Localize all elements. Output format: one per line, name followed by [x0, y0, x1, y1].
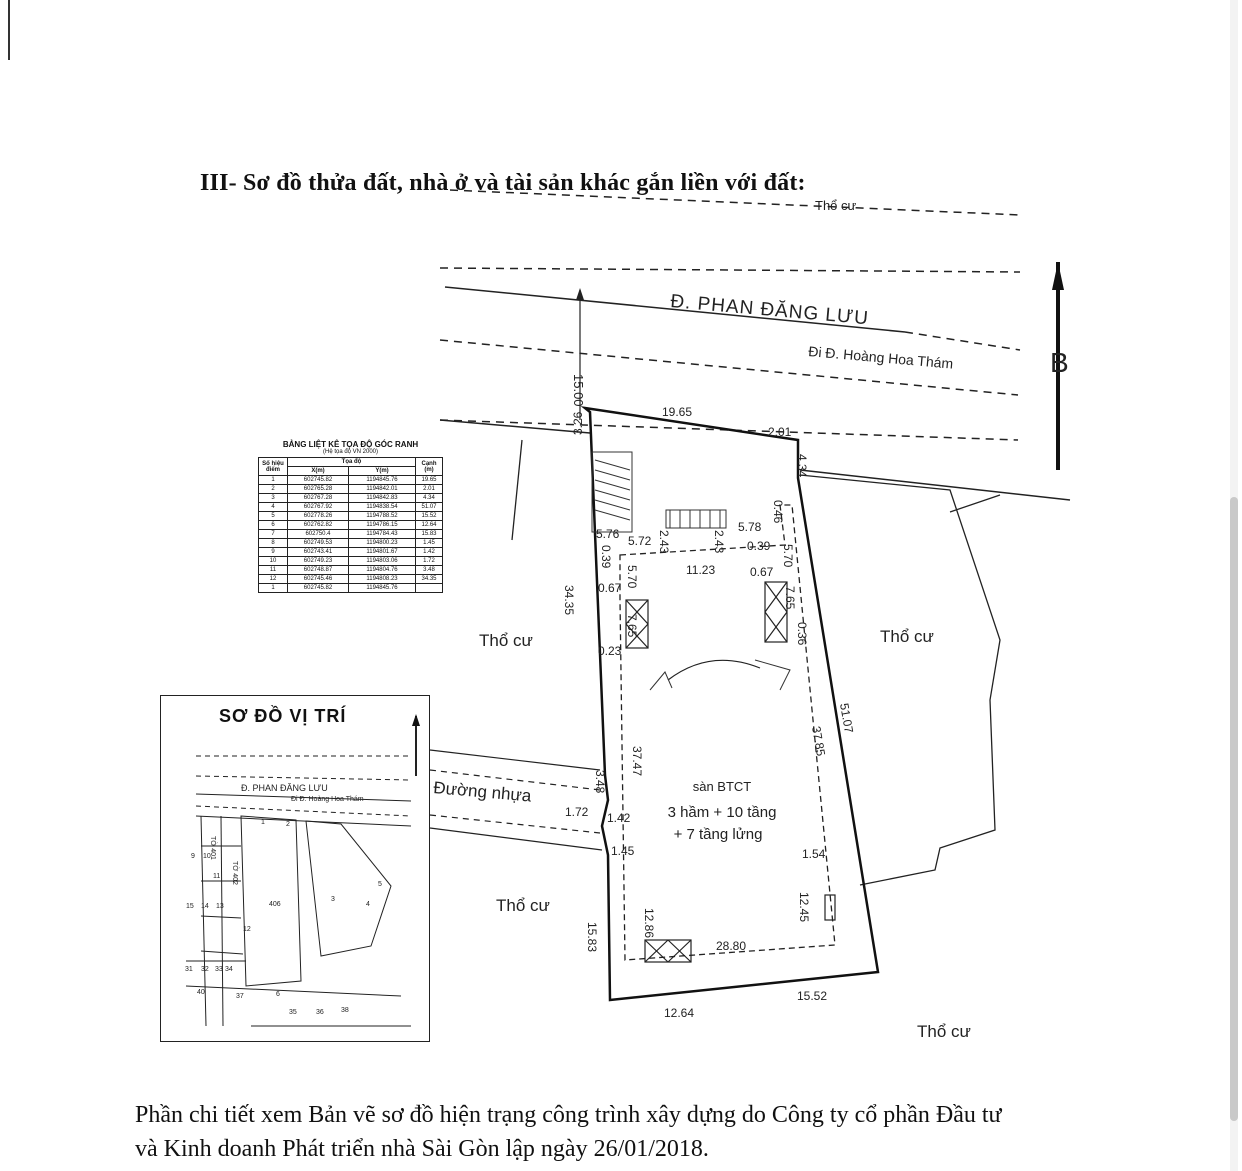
table-cell: 1194801.67 — [348, 548, 415, 557]
dim-15: 15.00 — [571, 374, 586, 407]
table-cell: 1.72 — [416, 557, 443, 566]
table-row — [259, 530, 443, 539]
table-row — [259, 512, 443, 521]
dim-label: 5.78 — [738, 520, 762, 534]
table-cell: 34.35 — [416, 575, 443, 584]
dim-label: 0.39 — [599, 545, 613, 569]
table-cell: 1194842.01 — [348, 485, 415, 494]
table-cell: 1194788.52 — [348, 512, 415, 521]
inset-parcel: 10 — [203, 853, 211, 860]
inset-parcel: 2 — [286, 821, 290, 828]
table-row — [259, 503, 443, 512]
dim-label: 5.70 — [781, 544, 795, 568]
coordinate-table — [258, 440, 443, 593]
dim-label: 2.01 — [768, 425, 792, 439]
table-cell: 602745.82 — [288, 584, 349, 593]
table-row — [259, 548, 443, 557]
dim-label: 0.67 — [750, 565, 774, 579]
table-row — [259, 575, 443, 584]
inset-sheet-b: TỜ 402 — [231, 861, 238, 885]
table-cell — [416, 584, 443, 593]
table-subtitle: (Hệ tọa độ VN 2000) — [322, 449, 379, 455]
residential-label-right: Thổ cư — [880, 627, 934, 646]
dim-label: 0.46 — [771, 500, 785, 524]
table-row — [259, 557, 443, 566]
dim-label: 12.64 — [664, 1006, 695, 1020]
footer-line-1: Phần chi tiết xem Bản vẽ sơ đồ hiện trạng công trình xây dựng do Công ty cổ phần Đầu tư — [135, 1102, 1002, 1128]
inset-parcel: 1 — [261, 819, 265, 826]
table-row — [259, 539, 443, 548]
dim-label: 1.45 — [611, 844, 635, 858]
inset-parcel: 15 — [186, 903, 194, 910]
inset-parcel: 3 — [331, 896, 335, 903]
inset-parcel: 4 — [366, 901, 370, 908]
coordinate-grid — [258, 457, 443, 593]
dim-label: 28.80 — [716, 939, 747, 953]
table-cell: 1194803.06 — [348, 557, 415, 566]
table-cell: 1194842.83 — [348, 494, 415, 503]
table-cell: 15.52 — [416, 512, 443, 521]
table-row — [259, 521, 443, 530]
table-cell: 1194786.15 — [348, 521, 415, 530]
table-cell: 602767.92 — [288, 503, 349, 512]
dim-label: 4.34 — [795, 454, 809, 478]
dim-label: 34.35 — [562, 585, 576, 616]
dim-label: 2.43 — [712, 530, 726, 554]
dim-label: 1.72 — [565, 805, 589, 819]
residential-label-corner: Thổ cư — [917, 1022, 971, 1041]
col-edge-header: Cạnh (m) — [416, 458, 443, 476]
col-x-header: X(m) — [288, 467, 349, 476]
location-map-title: SƠ ĐỒ VỊ TRÍ — [219, 706, 347, 726]
table-cell: 602750.4 — [288, 530, 349, 539]
residential-label-bottom: Thổ cư — [496, 896, 550, 915]
dim-label: 7.65 — [625, 614, 639, 638]
dim-label: 3.26 — [571, 411, 585, 435]
residential-label-top: Thổ cư — [815, 198, 857, 213]
table-cell: 602767.28 — [288, 494, 349, 503]
inset-north-arrow-icon — [412, 714, 420, 726]
stair-hatch — [592, 452, 726, 532]
table-cell: 602749.53 — [288, 539, 349, 548]
table-cell: 1194845.76 — [348, 584, 415, 593]
inset-parcel: 31 — [185, 966, 193, 973]
building-info — [668, 779, 777, 843]
street-lines — [440, 190, 1070, 500]
dim-label: 15.83 — [585, 922, 599, 953]
table-cell: 6 — [259, 521, 288, 530]
dim-label: 7.65 — [783, 586, 797, 610]
table-cell: 3 — [259, 494, 288, 503]
dim-label: 1.42 — [607, 811, 631, 825]
table-cell: 51.07 — [416, 503, 443, 512]
table-row — [259, 566, 443, 575]
inset-parcel: 14 — [201, 903, 209, 910]
street-direction: Đi Đ. Hoàng Hoa Thám — [807, 343, 954, 372]
location-map-inset — [160, 695, 430, 1042]
ramp-hatch — [650, 660, 790, 690]
table-cell: 12 — [259, 575, 288, 584]
table-cell: 7 — [259, 530, 288, 539]
dim-label: 37.85 — [809, 725, 829, 758]
inset-parcel: 37 — [236, 993, 244, 1000]
table-cell: 1194845.76 — [348, 476, 415, 485]
table-cell: 4.34 — [416, 494, 443, 503]
table-cell: 1194804.76 — [348, 566, 415, 575]
inset-parcel: 13 — [216, 903, 224, 910]
dim-label: 15.52 — [797, 989, 828, 1003]
inset-parcel: 9 — [191, 853, 195, 860]
dim-label: 12.45 — [797, 892, 811, 923]
main-lot-boundary — [585, 408, 878, 1000]
dim-label: 5.72 — [628, 534, 652, 548]
inset-parcel: 36 — [316, 1009, 324, 1016]
building-mezzanine: + 7 tầng lửng — [673, 826, 763, 843]
table-cell: 3.48 — [416, 566, 443, 575]
table-cell: 602748.87 — [288, 566, 349, 575]
dim-label: 5.76 — [596, 527, 620, 541]
inset-street-direction: Đi Đ. Hoàng Hoa Thám — [291, 796, 364, 803]
dim-label: 51.07 — [837, 702, 857, 735]
table-title: BẢNG LIỆT KÊ TỌA ĐỘ GÓC RANH — [282, 440, 419, 449]
inset-parcel: 12 — [243, 926, 251, 933]
dim-label: 3.48 — [593, 770, 607, 794]
table-cell: 1194838.54 — [348, 503, 415, 512]
col-point-header: Số hiệu điểm — [259, 458, 288, 476]
table-row — [259, 485, 443, 494]
area-labels — [433, 198, 971, 1041]
road-label: Đường nhựa — [432, 778, 533, 806]
table-cell: 1.42 — [416, 548, 443, 557]
table-row — [259, 476, 443, 485]
dim-label: 0.67 — [598, 581, 622, 595]
residential-label-left: Thổ cư — [479, 631, 533, 650]
inset-parcel: 6 — [276, 991, 280, 998]
table-cell: 1 — [259, 584, 288, 593]
inset-sheet-a: TỜ 401 — [209, 836, 216, 860]
dim-label: 0.39 — [747, 539, 771, 553]
dimension-labels — [562, 405, 856, 1020]
dim-label: 0.23 — [598, 644, 622, 658]
table-cell: 10 — [259, 557, 288, 566]
table-cell: 15.83 — [416, 530, 443, 539]
dim-label: 11.23 — [686, 563, 716, 577]
dim-label: 12.86 — [642, 908, 656, 939]
col-group-header: Tọa độ — [288, 458, 416, 467]
table-cell: 602743.41 — [288, 548, 349, 557]
table-cell: 2 — [259, 485, 288, 494]
inset-parcel-406: 406 — [269, 901, 281, 908]
building-floors: 3 hầm + 10 tầng — [667, 804, 777, 821]
footer-note — [135, 1098, 1095, 1166]
table-cell: 11 — [259, 566, 288, 575]
inset-street-name: Đ. PHAN ĐĂNG LƯU — [241, 783, 328, 793]
col-y-header: Y(m) — [348, 467, 415, 476]
dim-label: 5.70 — [625, 565, 639, 589]
ramp-curve — [668, 660, 760, 680]
north-label: B — [1050, 347, 1069, 378]
table-cell: 19.65 — [416, 476, 443, 485]
table-row — [259, 494, 443, 503]
table-cell: 1194784.43 — [348, 530, 415, 539]
dim-label: 0.36 — [795, 622, 809, 646]
inset-parcel: 33 — [215, 966, 223, 973]
table-cell: 2.01 — [416, 485, 443, 494]
table-cell: 5 — [259, 512, 288, 521]
table-cell: 602762.82 — [288, 521, 349, 530]
inset-parcel: 35 — [289, 1009, 297, 1016]
table-cell: 1.45 — [416, 539, 443, 548]
table-cell: 8 — [259, 539, 288, 548]
table-row — [259, 584, 443, 593]
inset-parcel: 5 — [378, 881, 382, 888]
inset-parcel: 34 — [225, 966, 233, 973]
table-cell: 602745.82 — [288, 476, 349, 485]
location-map-drawing — [161, 696, 429, 1041]
section-heading: III- Sơ đồ thửa đất, nhà ở và tài sản khác gắn liền với đất: — [200, 170, 806, 196]
dim-label: 2.43 — [657, 530, 671, 554]
table-cell: 1194800.23 — [348, 539, 415, 548]
table-cell: 9 — [259, 548, 288, 557]
dim-label: 19.65 — [662, 405, 693, 419]
inset-parcel: 32 — [201, 966, 209, 973]
dim-label: 37.47 — [630, 746, 644, 777]
dim-label: 1.54 — [802, 847, 826, 861]
footer-line-2: và Kinh doanh Phát triển nhà Sài Gòn lập ngày 26/01/2018. — [135, 1136, 709, 1162]
building-material: sàn BTCT — [692, 779, 752, 794]
inset-parcel: 40 — [197, 989, 205, 996]
table-cell: 602765.28 — [288, 485, 349, 494]
inset-parcel: 38 — [341, 1007, 349, 1014]
street-name: Đ. PHAN ĐĂNG LƯU — [669, 291, 870, 330]
table-cell: 12.64 — [416, 521, 443, 530]
table-cell: 1 — [259, 476, 288, 485]
inset-parcel: 11 — [213, 873, 221, 880]
table-cell: 602749.23 — [288, 557, 349, 566]
table-cell: 602745.46 — [288, 575, 349, 584]
table-cell: 4 — [259, 503, 288, 512]
table-cell: 602778.26 — [288, 512, 349, 521]
table-cell: 1194808.23 — [348, 575, 415, 584]
arrow-head — [576, 288, 584, 300]
